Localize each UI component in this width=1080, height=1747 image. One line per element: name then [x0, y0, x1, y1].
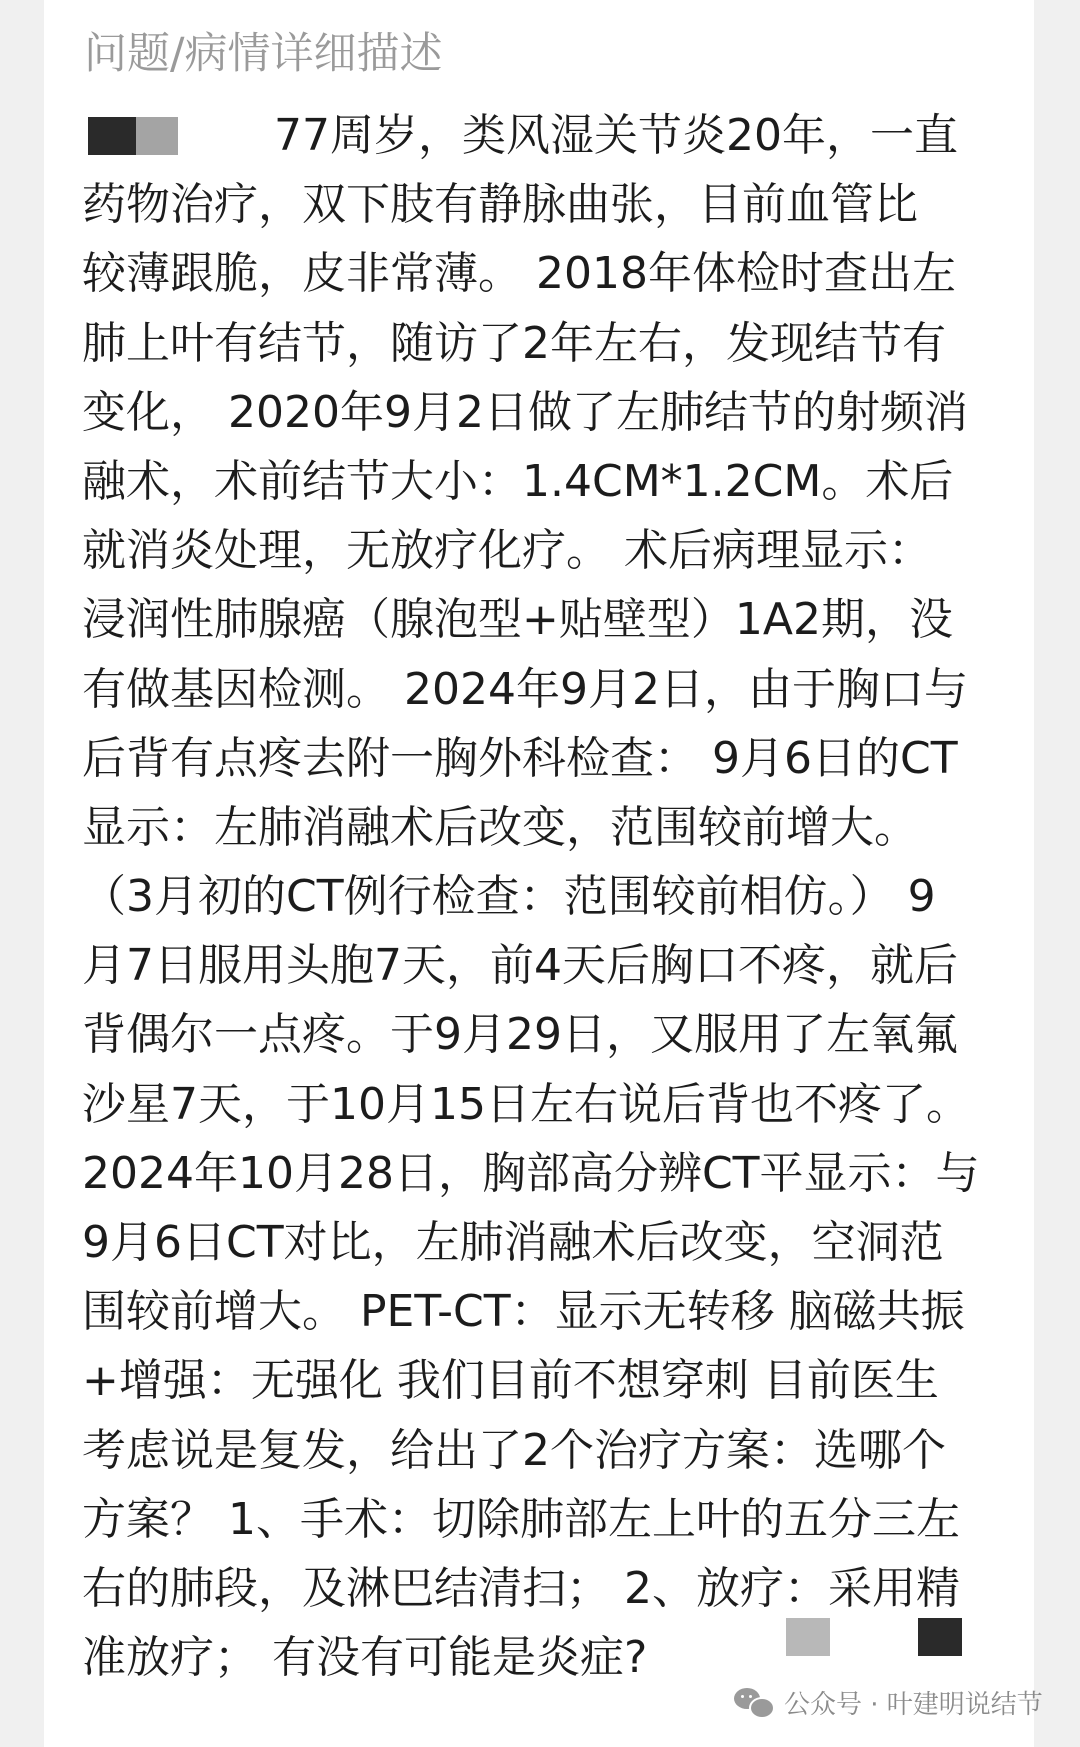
- description-line: 肺上叶有结节，随访了2年左右，发现结节有: [82, 317, 946, 369]
- wechat-icon: [734, 1686, 774, 1718]
- description-line: 月7日服用头胞7天，前4天后胸口不疼，就后: [82, 940, 958, 992]
- description-line: 显示：左肺消融术后改变，范围较前增大。: [82, 801, 918, 853]
- description-line: 方案？ 1、手术：切除肺部左上叶的五分三左: [82, 1493, 960, 1545]
- description-line-text: 77周岁，类风湿关节炎20年，一直: [274, 110, 958, 161]
- description-line: 变化， 2020年9月2日做了左肺结节的射频消: [82, 386, 968, 438]
- description-card: [44, 0, 1043, 1747]
- description-line: [82, 101, 1042, 170]
- redacted-name-block: [88, 117, 136, 155]
- watermark: [734, 1682, 1043, 1722]
- description-line: 药物治疗，双下肢有静脉曲张，目前血管比: [82, 179, 918, 231]
- description-line: 就消炎处理，无放疗化疗。 术后病理显示：: [82, 525, 932, 577]
- redacted-block: [786, 1618, 830, 1656]
- description-line: 考虑说是复发，给出了2个治疗方案：选哪个: [82, 1424, 946, 1476]
- description-line: 右的肺段，及淋巴结清扫； 2、放疗：采用精: [82, 1562, 960, 1614]
- description-line: 浸润性肺腺癌（腺泡型+贴壁型）1A2期，没: [82, 594, 953, 646]
- watermark-text: 公众号 · 叶建明说结节: [784, 1689, 1043, 1720]
- description-line: 背偶尔一点疼。于9月29日，又服用了左氧氟: [82, 1009, 958, 1061]
- description-line: 后背有点疼去附一胸外科检查： 9月6日的CT: [82, 732, 958, 784]
- section-title: 问题/病情详细描述: [84, 29, 443, 79]
- description-line: 融术，术前结节大小：1.4CM*1.2CM。术后: [82, 455, 954, 507]
- description-line: 9月6日CT对比，左肺消融术后改变，空洞范: [82, 1217, 944, 1268]
- description-line: （3月初的CT例行检查：范围较前相仿。） 9: [82, 871, 936, 923]
- redacted-block: [918, 1618, 962, 1656]
- description-line: +增强：无强化 我们目前不想穿刺 目前医生: [82, 1355, 939, 1407]
- description-body: [82, 101, 1042, 1692]
- description-line: 准放疗； 有没有可能是炎症?: [82, 1632, 648, 1684]
- description-line: 较薄跟脆，皮非常薄。 2018年体检时查出左: [82, 248, 956, 300]
- redacted-name-block: [136, 117, 178, 155]
- description-line: 沙星7天，于10月15日左右说后背也不疼了。: [82, 1078, 970, 1130]
- description-line: 围较前增大。 PET-CT：显示无转移 脑磁共振: [82, 1286, 965, 1338]
- description-line: 有做基因检测。 2024年9月2日，由于胸口与: [82, 663, 968, 715]
- description-line: 2024年10月28日，胸部高分辨CT平显示：与: [82, 1147, 980, 1199]
